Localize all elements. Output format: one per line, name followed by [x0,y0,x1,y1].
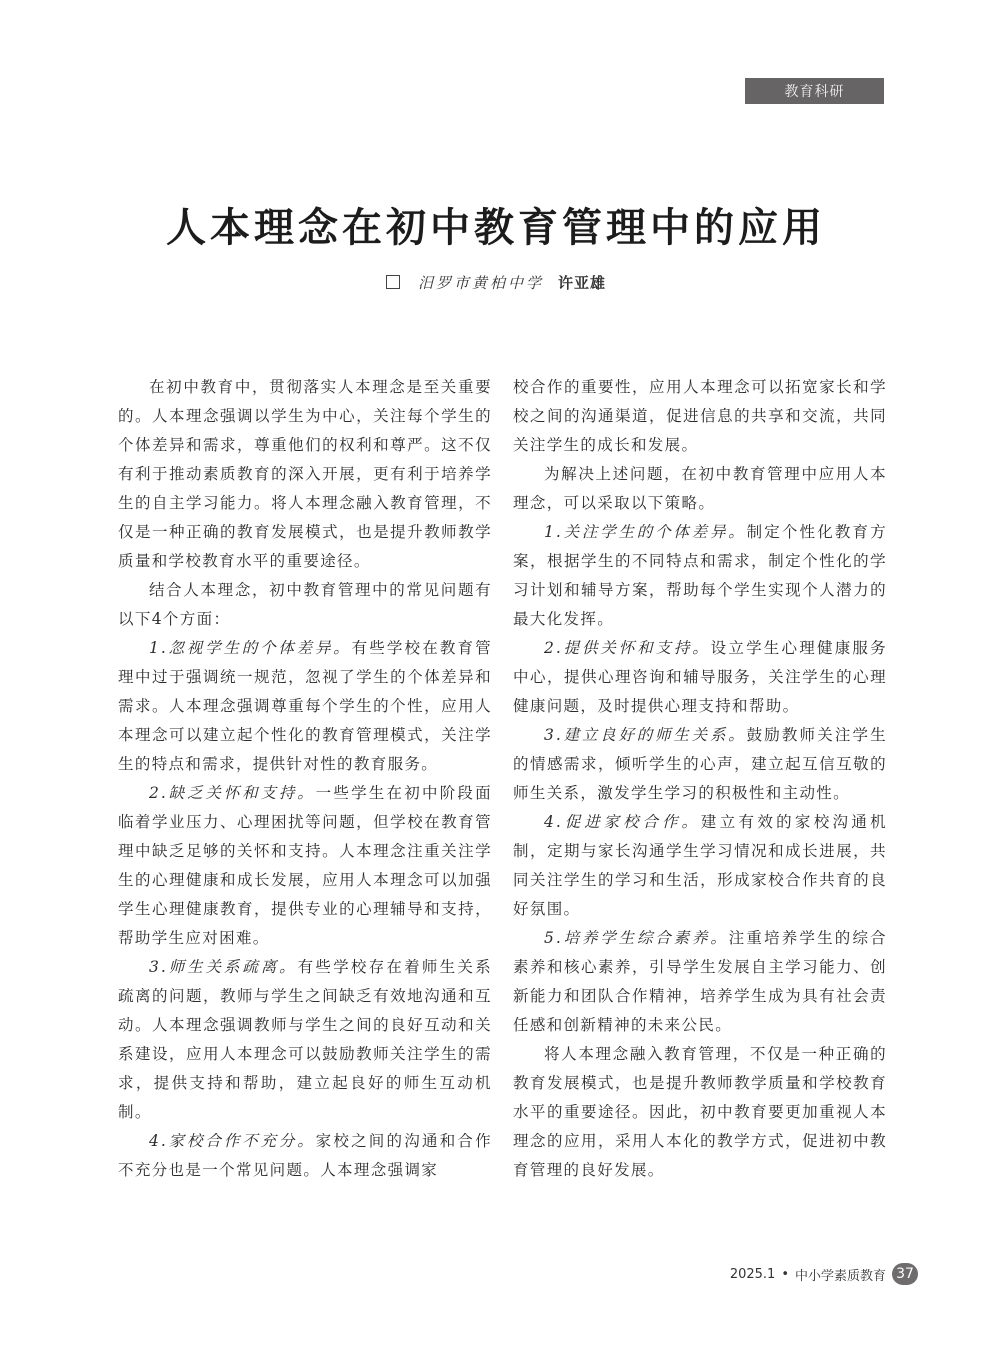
paragraph: 3.师生关系疏离。有些学校存在着师生关系疏离的问题，教师与学生之间缺乏有效地沟通和互动。人本理念强调教师与学生之间的良好互动和关系建设，应用人本理念可以鼓励教师关注学生的需求，提供支持和帮助，建立起良好的师生互动机制。 [118,958,492,1121]
section-tag: 教育科研 [745,78,884,104]
paragraph: 4.促进家校合作。建立有效的家校沟通机制，定期与家长沟通学生学习情况和成长进展，共同关注学生的学习和生活，形成家校合作共育的良好氛围。 [513,813,887,918]
strategy-heading: 3.建立良好的师生关系。 [544,726,747,744]
paragraph: 1.忽视学生的个体差异。有些学校在教育管理中过于强调统一规范，忽视了学生的个体差异和需求。人本理念强调尊重每个学生的个性，应用人本理念可以建立起个性化的教育管理模式，关注学生的特点和需求，提供针对性的教育服务。 [118,639,492,773]
paragraph: 2.提供关怀和支持。设立学生心理健康服务中心，提供心理咨询和辅导服务，关注学生的心理健康问题，及时提供心理支持和帮助。 [513,639,887,715]
paragraph: 将人本理念融入教育管理，不仅是一种正确的教育发展模式，也是提升教师教学质量和学校教育水平的重要途径。因此，初中教育要更加重视人本理念的应用，采用人本化的教学方式，促进初中教育管理的良好发展。 [513,1045,887,1179]
article-title: 人本理念在初中教育管理中的应用 [166,205,826,251]
strategy-heading: 4.促进家校合作。 [544,813,701,831]
problem-heading: 4.家校合作不充分。 [149,1132,316,1150]
issue-label: 2025.1 [729,1266,776,1282]
page-number-badge: 37 [892,1263,918,1285]
paragraph: 4.家校合作不充分。家校之间的沟通和合作不充分也是一个常见问题。人本理念强调家 [118,1132,492,1179]
problem-heading: 1.忽视学生的个体差异。 [149,639,352,657]
page-footer [700,1262,918,1286]
byline-box-icon [386,275,400,289]
paragraph: 5.培养学生综合素养。注重培养学生的综合素养和核心素养，引导学生发展自主学习能力、创新能力和团队合作精神，培养学生成为具有社会责任感和创新精神的未来公民。 [513,929,887,1034]
paragraph: 校合作的重要性，应用人本理念可以拓宽家长和学校之间的沟通渠道，促进信息的共享和交流，共同关注学生的成长和发展。 [513,378,887,454]
paragraph: 结合人本理念，初中教育管理中的常见问题有以下4个方面： [118,581,492,628]
problem-heading: 2.缺乏关怀和支持。 [149,784,316,802]
separator-dot: • [781,1266,789,1282]
problem-heading: 3.师生关系疏离。 [149,958,298,976]
author-school: 汨罗市黄柏中学 [417,274,544,292]
journal-name: 中小学素质教育 [794,1268,886,1284]
author-name: 许亚雄 [558,274,607,292]
paragraph: 2.缺乏关怀和支持。一些学生在初中阶段面临着学业压力、心理困扰等问题，但学校在教育管理中缺乏足够的关怀和支持。人本理念注重关注学生的心理健康和成长发展，应用人本理念可以加强学生心理健康教育，提供专业的心理辅导和支持，帮助学生应对困难。 [118,784,492,947]
paragraph: 3.建立良好的师生关系。鼓励教师关注学生的情感需求，倾听学生的心声，建立起互信互敬的师生关系，激发学生学习的积极性和主动性。 [513,726,887,802]
paragraph: 在初中教育中，贯彻落实人本理念是至关重要的。人本理念强调以学生为中心，关注每个学生的个体差异和需求，尊重他们的权利和尊严。这不仅有利于推动素质教育的深入开展，更有利于培养学生的自主学习能力。将人本理念融入教育管理，不仅是一种正确的教育发展模式，也是提升教师教学质量和学校教育水平的重要途径。 [118,378,492,570]
byline [0,272,992,293]
strategy-heading: 5.培养学生综合素养。 [544,929,729,947]
paragraph: 1.关注学生的个体差异。制定个性化教育方案，根据学生的不同特点和需求，制定个性化的学习计划和辅导方案，帮助每个学生实现个人潜力的最大化发挥。 [513,523,887,628]
left-column [118,373,492,1185]
strategy-heading: 1.关注学生的个体差异。 [544,523,747,541]
right-column [513,373,887,1185]
paragraph: 为解决上述问题，在初中教育管理中应用人本理念，可以采取以下策略。 [513,465,887,512]
strategy-heading: 2.提供关怀和支持。 [544,639,711,657]
